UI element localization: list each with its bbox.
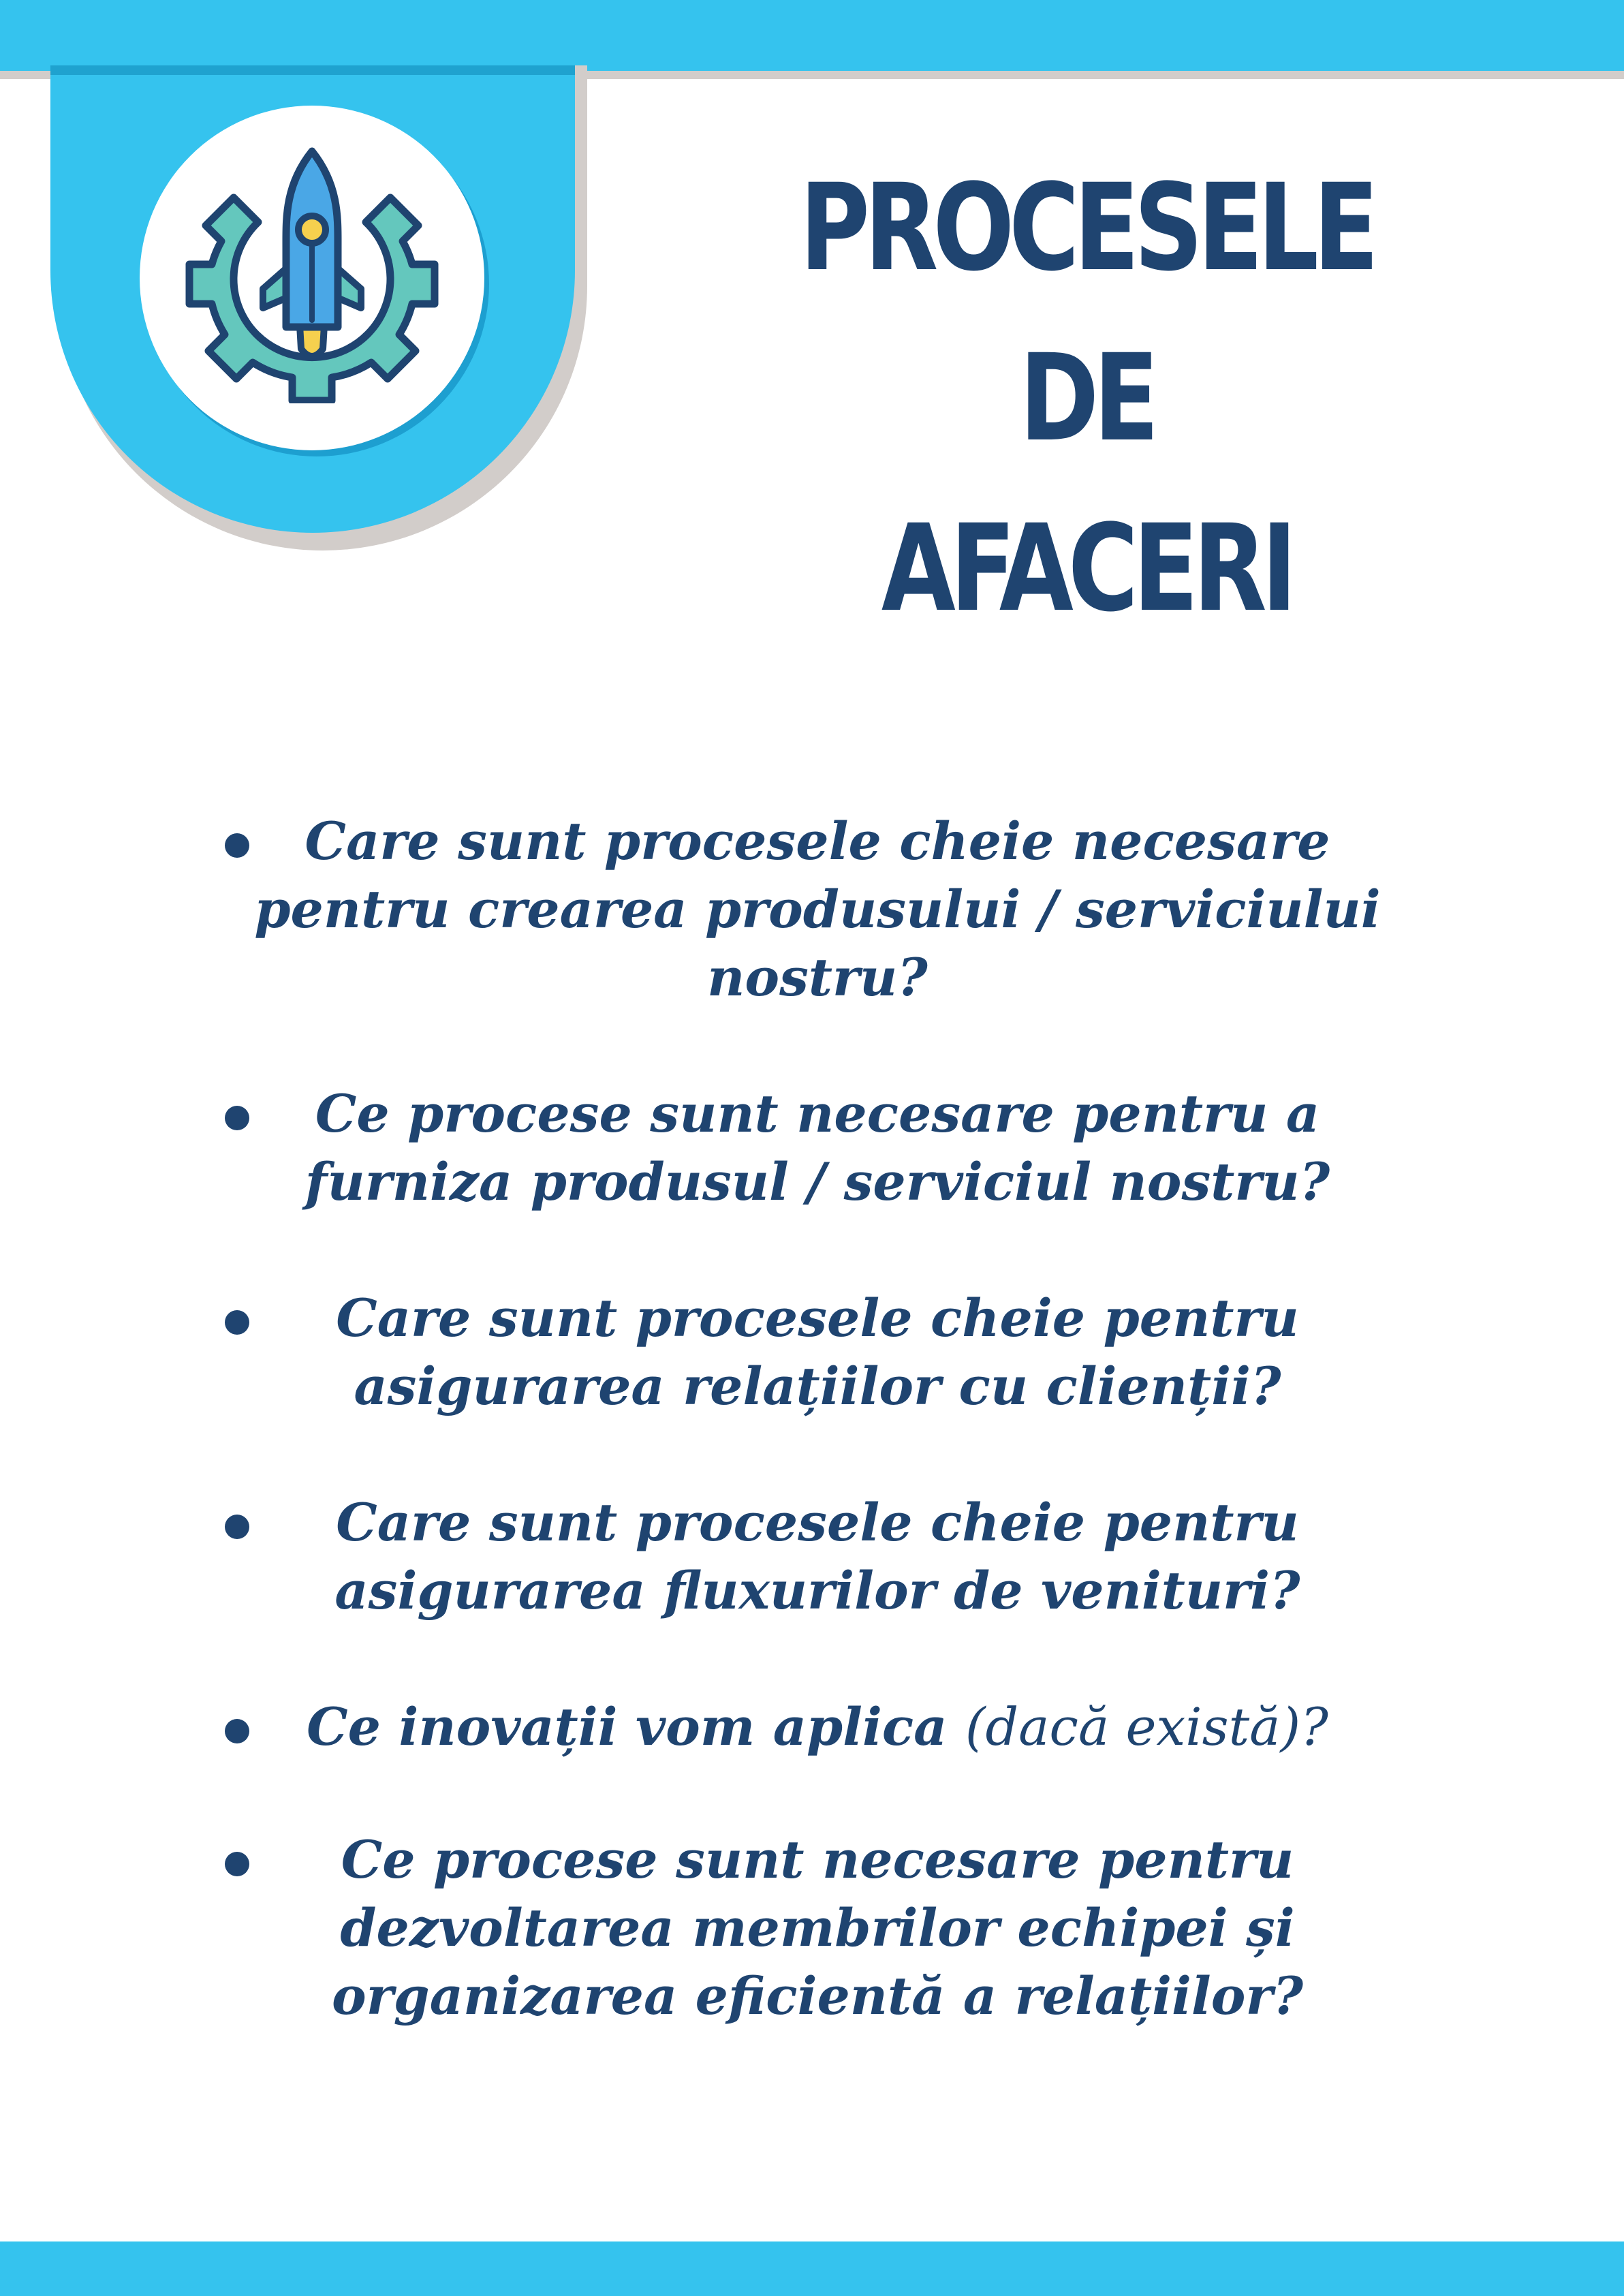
question-text: Care sunt procesele cheie pentru asigurarea fluxurilor de venituri?	[334, 1492, 1300, 1621]
question-text	[245, 1693, 1390, 1761]
bottom-accent-bar	[0, 2241, 1624, 2296]
list-item	[204, 1826, 1390, 2030]
question-text: Care sunt procesele cheie pentru asigurarea relațiilor cu clienții?	[336, 1288, 1299, 1416]
rocket-gear-icon	[183, 144, 441, 403]
bullet-icon	[225, 833, 249, 858]
top-accent-bar	[0, 0, 1624, 71]
list-item	[204, 1284, 1390, 1421]
list-item	[204, 807, 1390, 1012]
question-text: Ce procese sunt necesare pentru a furniza produsul / serviciul nostru?	[304, 1083, 1330, 1212]
list-item	[204, 1080, 1390, 1216]
questions-list	[204, 807, 1390, 2098]
badge-top-strip	[50, 65, 575, 75]
list-item	[204, 1489, 1390, 1625]
bullet-icon	[225, 1515, 249, 1539]
question-aside-text: (dacă există)?	[965, 1696, 1328, 1757]
page-title	[784, 143, 1389, 654]
bullet-icon	[225, 1310, 249, 1335]
list-item	[204, 1693, 1390, 1761]
title-line-2: AFACERI	[881, 499, 1292, 638]
bullet-icon	[225, 1106, 249, 1130]
question-text: Care sunt procesele cheie necesare pentru crearea produsului / serviciului nostru?	[254, 811, 1381, 1008]
bullet-icon	[225, 1719, 249, 1743]
bullet-icon	[225, 1852, 249, 1876]
question-main-text: Ce inovații vom aplica	[307, 1696, 948, 1757]
rocket-window	[298, 216, 326, 243]
title-line-1: PROCESELE DE	[799, 158, 1374, 468]
question-text: Ce procese sunt necesare pentru dezvoltarea membrilor echipei și organizarea eficientă a relațiilor?	[331, 1829, 1304, 2026]
